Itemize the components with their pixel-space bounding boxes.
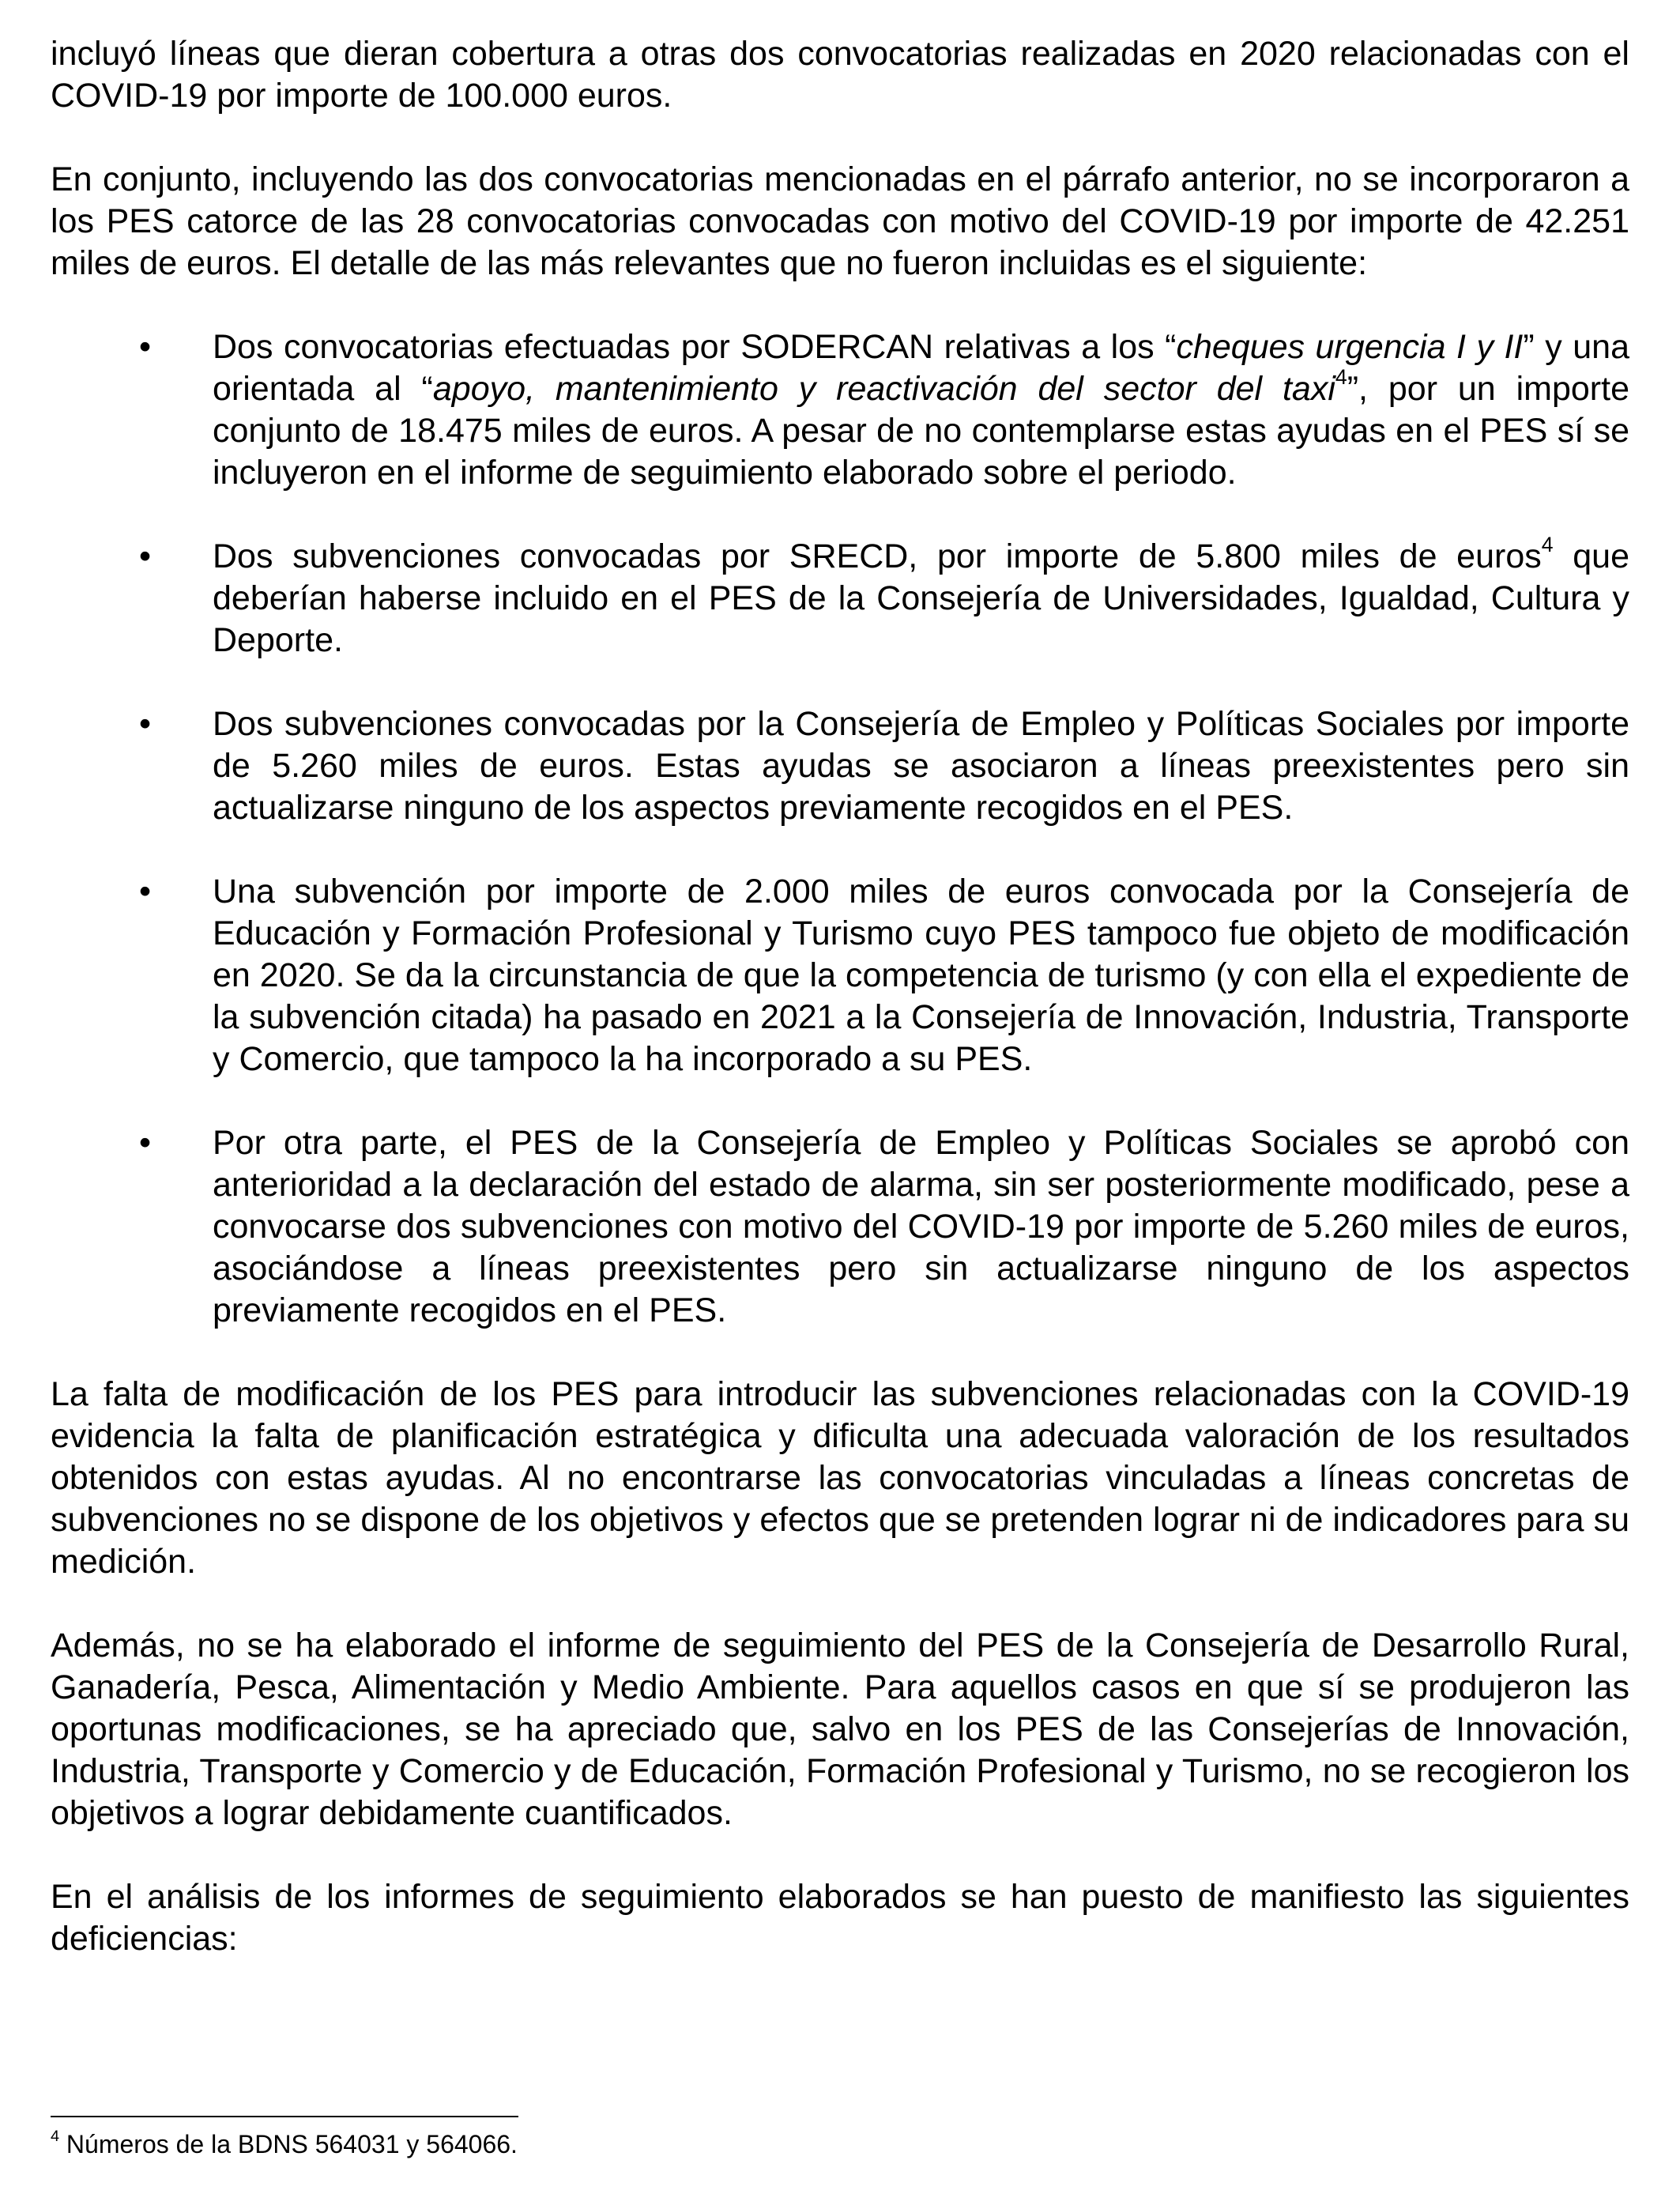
footnote-ref: 4 <box>1541 533 1554 557</box>
bullet-item-sodercan: • Dos convocatorias efectuadas por SODERCAN relativas a los “cheques urgencia I y II” y una orientada al “apoyo, mantenimiento y reactivación del sector del taxi$^4$”, por un importe conjunto de 18.475 miles de euros. A pesar de no contemplarse estas ayudas en el PES sí se incluyeron en el informe de seguimiento elaborado sobre el periodo. <box>139 328 1629 492</box>
footnote-separator <box>51 2116 518 2117</box>
footnote-text: Números de la BDNS 564031 y 564066. <box>59 2130 518 2158</box>
document-page <box>51 33 1629 2002</box>
bullet-item-empleo: • Dos subvenciones convocadas por la Consejería de Empleo y Políticas Sociales por importe de 5.260 miles de euros. Estas ayudas se asociaron a líneas preexistentes pero sin actualizarse ninguno de los aspectos previamente recogidos en el PES. <box>139 705 1629 827</box>
paragraph-falta-modificacion: La falta de modificación de los PES para introducir las subvenciones relacionadas con la COVID-19 evidencia la falta de planificación estratégica y dificulta una adecuada valoración de los resultados obtenidos con estas ayudas. Al no encontrarse las convocatorias vinculadas a líneas concretas de subvenciones no se dispone de los objetivos y efectos que se pretenden lograr ni de indicadores para su medición. <box>51 1375 1629 1581</box>
footnote-mark: 4 <box>51 2128 60 2146</box>
paragraph-intro: incluyó líneas que dieran cobertura a otras dos convocatorias realizadas en 2020 relacionadas con el COVID-19 por importe de 100.000 euros. <box>51 35 1629 115</box>
bullet-icon: • <box>139 705 152 743</box>
italic-quote: cheques urgencia I y II <box>1176 328 1524 366</box>
footnote <box>51 2128 518 2160</box>
bullet-icon: • <box>139 873 152 910</box>
paragraph-summary: En conjunto, incluyendo las dos convocatorias mencionadas en el párrafo anterior, no se incorporaron a los PES catorce de las 28 convocatorias convocadas con motivo del COVID-19 por importe de 42.251 miles de euros. El detalle de las más relevantes que no fueron incluidas es el siguiente: <box>51 160 1629 282</box>
bullet-item-empleo-pes: • Por otra parte, el PES de la Consejería de Empleo y Políticas Sociales se aprobó con anterioridad a la declaración del estado de alarma, sin ser posteriormente modificado, pese a convocarse dos subvenciones con motivo del COVID-19 por importe de 5.260 miles de euros, asociándose a líneas preexistentes pero sin actualizarse ninguno de los aspectos previamente recogidos en el PES. <box>139 1124 1629 1329</box>
paragraph-analisis: En el análisis de los informes de seguimiento elaborados se han puesto de manifiesto las siguientes deficiencias: <box>51 1878 1629 1958</box>
footnote-ref: 4 <box>1335 365 1347 390</box>
paragraph-ademas: Además, no se ha elaborado el informe de seguimiento del PES de la Consejería de Desarrollo Rural, Ganadería, Pesca, Alimentación y Medio Ambiente. Para aquellos casos en que sí se produjeron las oportunas modificaciones, se ha apreciado que, salvo en los PES de las Consejerías de Innovación, Industria, Transporte y Comercio y de Educación, Formación Profesional y Turismo, no se recogieron los objetivos a lograr debidamente cuantificados. <box>51 1627 1629 1832</box>
bullet-item-educacion: • Una subvención por importe de 2.000 miles de euros convocada por la Consejería de Educación y Formación Profesional y Turismo cuyo PES tampoco fue objeto de modificación en 2020. Se da la circunstancia de que la competencia de turismo (y con ella el expediente de la subvención citada) ha pasado en 2021 a la Consejería de Innovación, Industria, Transporte y Comercio, que tampoco la ha incorporado a su PES. <box>139 873 1629 1078</box>
italic-quote: apoyo, mantenimiento y reactivación del sector del taxi <box>432 370 1335 408</box>
bullet-list <box>51 326 1629 1332</box>
bullet-icon: • <box>139 537 152 575</box>
bullet-icon: • <box>139 328 152 366</box>
bullet-item-srecd: • Dos subvenciones convocadas por SRECD, por importe de 5.800 miles de euros$^4$ que deberían haberse incluido en el PES de la Consejería de Universidades, Igualdad, Cultura y Deporte. <box>139 533 1629 659</box>
bullet-icon: • <box>139 1124 152 1162</box>
